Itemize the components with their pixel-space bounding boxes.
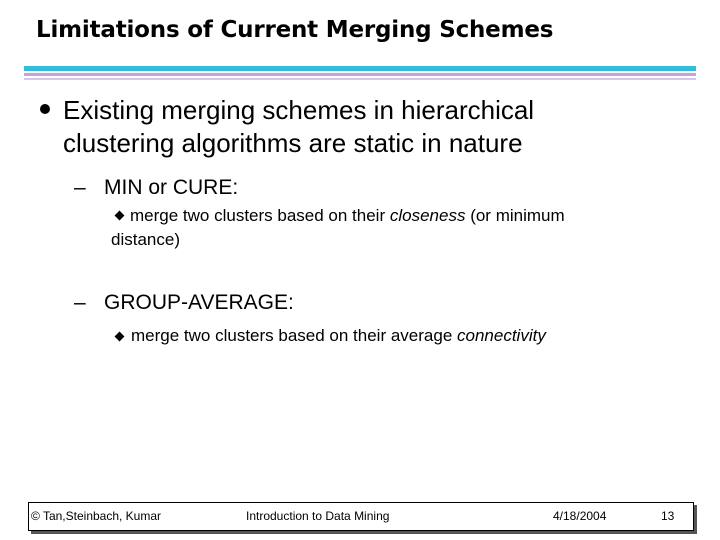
bullet-text-line2: clustering algorithms are static in nature [63, 128, 523, 158]
slide-title: Limitations of Current Merging Schemes [36, 17, 554, 43]
emphasis-closeness: closeness [389, 206, 466, 225]
description-text-end: (or minimum [465, 206, 565, 225]
group-average-description [131, 326, 546, 346]
bullet-text-line1: Existing merging schemes in hierarchical [63, 95, 535, 125]
diamond-bullet-icon [115, 211, 125, 221]
title-rule-secondary [24, 73, 696, 76]
title-rule-primary [24, 66, 696, 71]
diamond-bullet-icon [115, 332, 125, 342]
sub-bullet-group-average: GROUP-AVERAGE: [104, 291, 294, 314]
bullet-dot-icon [40, 104, 50, 114]
sub-bullet-dash: – [74, 291, 86, 314]
description-text: merge two clusters based on their [130, 206, 390, 225]
emphasis-connectivity: connectivity [457, 326, 546, 345]
description-text: merge two clusters based on their average [131, 326, 458, 345]
footer-course: Introduction to Data Mining [246, 509, 390, 523]
footer-date: 4/18/2004 [553, 509, 607, 523]
title-rule-tertiary [24, 78, 696, 80]
sub-bullet-dash: – [74, 176, 86, 199]
min-cure-description-continuation: distance) [111, 230, 180, 249]
min-cure-description [130, 206, 565, 226]
footer-page-number: 13 [661, 509, 675, 523]
sub-bullet-min-cure: MIN or CURE: [104, 176, 239, 199]
footer-authors: © Tan,Steinbach, Kumar [31, 509, 162, 523]
